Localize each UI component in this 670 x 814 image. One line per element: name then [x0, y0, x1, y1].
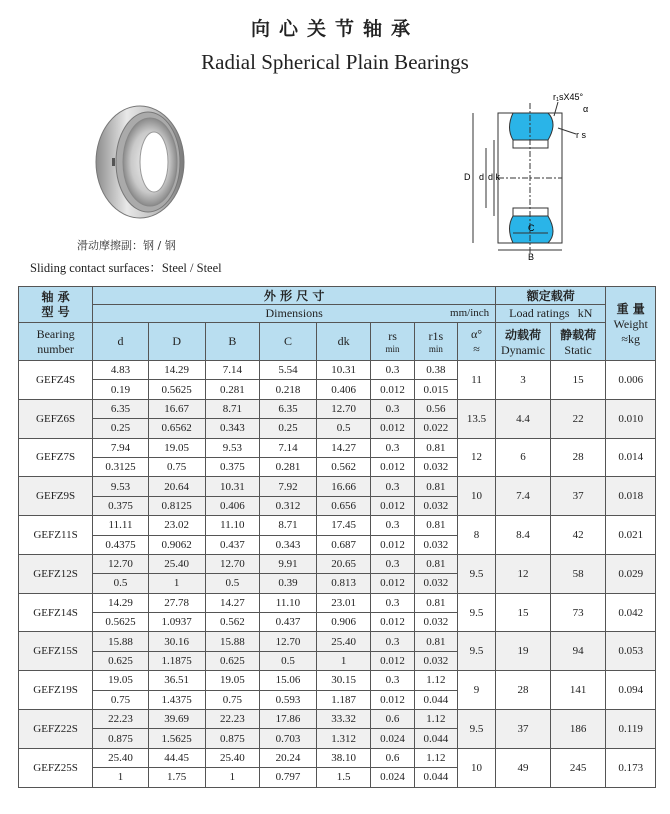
bearing-model: GEFZ14S: [19, 593, 93, 632]
value-inch: 0.75: [205, 690, 260, 709]
value-mm: 25.40: [316, 632, 371, 651]
value-mm: 23.02: [148, 516, 205, 535]
value-mm: 11.10: [260, 593, 317, 612]
bearing-model: GEFZ4S: [19, 361, 93, 400]
value-mm: 33.32: [316, 710, 371, 729]
value-mm: 8.71: [205, 399, 260, 418]
value-mm: 5.54: [260, 361, 317, 380]
value-inch: 0.75: [93, 690, 149, 709]
value-inch: 0.012: [371, 535, 414, 554]
value-inch: 1.312: [316, 729, 371, 748]
value-dynamic: 19: [496, 632, 551, 671]
value-inch: 1: [205, 768, 260, 787]
value-inch: 1.5625: [148, 729, 205, 748]
value-static: 94: [550, 632, 606, 671]
value-inch: 0.044: [414, 690, 457, 709]
header-bearing-cn: 轴 承 型 号: [19, 287, 93, 323]
table-row: [19, 399, 656, 418]
col-static: 静载荷 Static: [550, 323, 606, 361]
value-dynamic: 15: [496, 593, 551, 632]
bearing-spec-table: [18, 286, 656, 788]
header-dims-en: Dimensions mm/inch: [93, 305, 496, 323]
value-weight: 0.119: [606, 710, 656, 749]
label-d: d: [479, 172, 485, 182]
value-inch: 0.703: [260, 729, 317, 748]
value-inch: 0.312: [260, 496, 317, 515]
value-inch: 0.5625: [93, 613, 149, 632]
value-mm: 0.3: [371, 554, 414, 573]
value-inch: 0.012: [371, 690, 414, 709]
value-dynamic: 28: [496, 671, 551, 710]
col-d: d: [93, 323, 149, 361]
value-mm: 12.70: [316, 399, 371, 418]
value-mm: 36.51: [148, 671, 205, 690]
bearing-model: GEFZ19S: [19, 671, 93, 710]
col-C: C: [260, 323, 317, 361]
value-mm: 17.45: [316, 516, 371, 535]
value-inch: 0.012: [371, 574, 414, 593]
value-inch: 0.6562: [148, 419, 205, 438]
value-dynamic: 8.4: [496, 516, 551, 555]
value-inch: 0.012: [371, 613, 414, 632]
caption-cn: 滑动摩擦副：钢 / 钢: [77, 239, 176, 252]
value-dynamic: 37: [496, 710, 551, 749]
value-inch: 0.75: [148, 457, 205, 476]
value-inch: 0.343: [260, 535, 317, 554]
value-mm: 14.29: [93, 593, 149, 612]
value-inch: 1.4375: [148, 690, 205, 709]
table-row: [19, 477, 656, 496]
value-mm: 30.16: [148, 632, 205, 651]
value-mm: 0.3: [371, 516, 414, 535]
value-mm: 38.10: [316, 748, 371, 767]
value-mm: 7.14: [205, 361, 260, 380]
value-weight: 0.006: [606, 361, 656, 400]
table-body: [19, 361, 656, 788]
value-inch: 0.25: [260, 419, 317, 438]
value-mm: 0.6: [371, 710, 414, 729]
bearing-model: GEFZ22S: [19, 710, 93, 749]
value-mm: 6.35: [260, 399, 317, 418]
value-alpha: 9.5: [457, 593, 495, 632]
value-inch: 1: [316, 651, 371, 670]
value-inch: 0.5: [260, 651, 317, 670]
bearing-model: GEFZ12S: [19, 554, 93, 593]
value-inch: 1.75: [148, 768, 205, 787]
value-inch: 0.625: [205, 651, 260, 670]
table-row: [19, 361, 656, 380]
value-inch: 0.015: [414, 380, 457, 399]
value-mm: 7.94: [93, 438, 149, 457]
value-inch: 0.022: [414, 419, 457, 438]
value-alpha: 9: [457, 671, 495, 710]
value-inch: 0.044: [414, 768, 457, 787]
value-inch: 0.437: [260, 613, 317, 632]
bearing-model: GEFZ7S: [19, 438, 93, 477]
value-mm: 27.78: [148, 593, 205, 612]
value-inch: 1.5: [316, 768, 371, 787]
value-inch: 0.3125: [93, 457, 149, 476]
value-inch: 0.281: [205, 380, 260, 399]
value-weight: 0.053: [606, 632, 656, 671]
value-alpha: 12: [457, 438, 495, 477]
label-alpha: α: [583, 104, 589, 114]
value-inch: 0.343: [205, 419, 260, 438]
value-alpha: 9.5: [457, 554, 495, 593]
value-mm: 19.05: [205, 671, 260, 690]
value-inch: 0.875: [93, 729, 149, 748]
value-inch: 0.593: [260, 690, 317, 709]
value-static: 73: [550, 593, 606, 632]
bearing-photo: [88, 100, 188, 230]
value-inch: 0.19: [93, 380, 149, 399]
value-mm: 12.70: [260, 632, 317, 651]
value-mm: 20.65: [316, 554, 371, 573]
value-mm: 20.64: [148, 477, 205, 496]
value-inch: 0.406: [205, 496, 260, 515]
value-mm: 0.6: [371, 748, 414, 767]
table-row: [19, 748, 656, 767]
value-mm: 23.01: [316, 593, 371, 612]
bearing-model: GEFZ15S: [19, 632, 93, 671]
value-mm: 0.81: [414, 593, 457, 612]
page-title-cn: 向心关节轴承: [250, 18, 419, 40]
value-static: 58: [550, 554, 606, 593]
value-inch: 1: [93, 768, 149, 787]
table-row: [19, 671, 656, 690]
value-static: 42: [550, 516, 606, 555]
value-inch: 0.906: [316, 613, 371, 632]
value-mm: 0.3: [371, 477, 414, 496]
value-weight: 0.094: [606, 671, 656, 710]
value-inch: 0.5: [316, 419, 371, 438]
value-mm: 1.12: [414, 748, 457, 767]
value-mm: 11.11: [93, 516, 149, 535]
label-rs: r s: [576, 130, 586, 140]
value-inch: 0.562: [316, 457, 371, 476]
table-row: [19, 710, 656, 729]
value-inch: 1: [148, 574, 205, 593]
value-inch: 0.032: [414, 574, 457, 593]
label-r1s: r₁sX45°: [553, 92, 584, 102]
value-mm: 12.70: [93, 554, 149, 573]
value-inch: 0.656: [316, 496, 371, 515]
value-mm: 25.40: [205, 748, 260, 767]
value-mm: 11.10: [205, 516, 260, 535]
value-mm: 0.38: [414, 361, 457, 380]
col-alpha: α° ≈: [457, 323, 495, 361]
value-weight: 0.010: [606, 399, 656, 438]
value-mm: 10.31: [205, 477, 260, 496]
col-B: B: [205, 323, 260, 361]
value-dynamic: 4.4: [496, 399, 551, 438]
value-mm: 15.88: [205, 632, 260, 651]
value-inch: 0.8125: [148, 496, 205, 515]
value-mm: 7.14: [260, 438, 317, 457]
header-dims-cn: 外 形 尺 寸: [93, 287, 496, 305]
value-inch: 0.5625: [148, 380, 205, 399]
value-mm: 4.83: [93, 361, 149, 380]
value-inch: 0.25: [93, 419, 149, 438]
value-mm: 0.81: [414, 632, 457, 651]
value-mm: 0.81: [414, 438, 457, 457]
value-static: 15: [550, 361, 606, 400]
value-mm: 15.88: [93, 632, 149, 651]
value-mm: 8.71: [260, 516, 317, 535]
value-mm: 9.53: [93, 477, 149, 496]
value-mm: 10.31: [316, 361, 371, 380]
value-static: 28: [550, 438, 606, 477]
label-dk: d k: [488, 172, 501, 182]
value-inch: 0.218: [260, 380, 317, 399]
value-mm: 15.06: [260, 671, 317, 690]
bearing-model: GEFZ9S: [19, 477, 93, 516]
value-static: 37: [550, 477, 606, 516]
value-inch: 0.562: [205, 613, 260, 632]
value-mm: 22.23: [205, 710, 260, 729]
value-inch: 0.375: [205, 457, 260, 476]
value-mm: 19.05: [93, 671, 149, 690]
value-mm: 14.27: [316, 438, 371, 457]
page-title-en: Radial Spherical Plain Bearings: [201, 50, 469, 74]
value-mm: 44.45: [148, 748, 205, 767]
value-static: 141: [550, 671, 606, 710]
table-row: [19, 516, 656, 535]
value-inch: 0.012: [371, 380, 414, 399]
value-mm: 16.67: [148, 399, 205, 418]
value-mm: 0.81: [414, 477, 457, 496]
caption-en: Sliding contact surfaces：Steel / Steel: [30, 261, 222, 275]
value-weight: 0.014: [606, 438, 656, 477]
value-static: 245: [550, 748, 606, 787]
value-mm: 0.81: [414, 516, 457, 535]
value-mm: 19.05: [148, 438, 205, 457]
value-dynamic: 7.4: [496, 477, 551, 516]
value-inch: 0.813: [316, 574, 371, 593]
value-mm: 1.12: [414, 710, 457, 729]
bearing-model: GEFZ25S: [19, 748, 93, 787]
table-row: [19, 632, 656, 651]
value-inch: 0.875: [205, 729, 260, 748]
value-mm: 0.81: [414, 554, 457, 573]
value-alpha: 9.5: [457, 710, 495, 749]
value-weight: 0.021: [606, 516, 656, 555]
bearing-model: GEFZ11S: [19, 516, 93, 555]
value-mm: 17.86: [260, 710, 317, 729]
value-mm: 20.24: [260, 748, 317, 767]
value-mm: 9.91: [260, 554, 317, 573]
cross-section-diagram: [458, 88, 608, 268]
value-mm: 0.3: [371, 671, 414, 690]
value-inch: 0.032: [414, 651, 457, 670]
value-inch: 0.044: [414, 729, 457, 748]
value-inch: 0.012: [371, 419, 414, 438]
col-r1s: r1s min: [414, 323, 457, 361]
value-weight: 0.018: [606, 477, 656, 516]
value-inch: 0.281: [260, 457, 317, 476]
col-dk: dk: [316, 323, 371, 361]
header-load-cn: 额定载荷: [496, 287, 606, 305]
value-weight: 0.173: [606, 748, 656, 787]
value-inch: 0.012: [371, 651, 414, 670]
col-rs: rs min: [371, 323, 414, 361]
label-B: B: [528, 252, 535, 262]
value-mm: 16.66: [316, 477, 371, 496]
col-dynamic: 动载荷 Dynamic: [496, 323, 551, 361]
value-inch: 0.4375: [93, 535, 149, 554]
value-inch: 0.012: [371, 496, 414, 515]
value-inch: 0.406: [316, 380, 371, 399]
value-dynamic: 6: [496, 438, 551, 477]
value-inch: 0.032: [414, 613, 457, 632]
value-mm: 22.23: [93, 710, 149, 729]
value-static: 22: [550, 399, 606, 438]
value-inch: 0.032: [414, 496, 457, 515]
value-mm: 7.92: [260, 477, 317, 496]
bearing-model: GEFZ6S: [19, 399, 93, 438]
value-inch: 0.625: [93, 651, 149, 670]
value-inch: 0.024: [371, 768, 414, 787]
value-inch: 0.032: [414, 457, 457, 476]
value-mm: 0.3: [371, 632, 414, 651]
value-mm: 1.12: [414, 671, 457, 690]
value-inch: 0.024: [371, 729, 414, 748]
value-inch: 0.5: [205, 574, 260, 593]
table-row: [19, 438, 656, 457]
value-mm: 39.69: [148, 710, 205, 729]
value-mm: 0.3: [371, 361, 414, 380]
value-mm: 30.15: [316, 671, 371, 690]
value-mm: 25.40: [148, 554, 205, 573]
label-C: C: [528, 223, 535, 233]
value-alpha: 9.5: [457, 632, 495, 671]
value-mm: 0.3: [371, 593, 414, 612]
value-mm: 14.29: [148, 361, 205, 380]
value-inch: 0.39: [260, 574, 317, 593]
value-alpha: 11: [457, 361, 495, 400]
header-weight: 重 量 Weight ≈kg: [606, 287, 656, 361]
value-inch: 0.012: [371, 457, 414, 476]
value-mm: 25.40: [93, 748, 149, 767]
value-alpha: 8: [457, 516, 495, 555]
value-inch: 1.187: [316, 690, 371, 709]
value-weight: 0.042: [606, 593, 656, 632]
header-load-en: Load ratings kN: [496, 305, 606, 323]
value-inch: 0.797: [260, 768, 317, 787]
value-mm: 0.3: [371, 399, 414, 418]
value-static: 186: [550, 710, 606, 749]
value-alpha: 13.5: [457, 399, 495, 438]
value-mm: 0.3: [371, 438, 414, 457]
header-bearing-en: Bearing number: [19, 323, 93, 361]
table-row: [19, 593, 656, 612]
value-inch: 0.032: [414, 535, 457, 554]
value-dynamic: 12: [496, 554, 551, 593]
value-inch: 0.687: [316, 535, 371, 554]
value-weight: 0.029: [606, 554, 656, 593]
value-alpha: 10: [457, 748, 495, 787]
value-alpha: 10: [457, 477, 495, 516]
label-D: D: [464, 172, 471, 182]
col-D: D: [148, 323, 205, 361]
value-inch: 1.1875: [148, 651, 205, 670]
value-mm: 0.56: [414, 399, 457, 418]
value-inch: 0.437: [205, 535, 260, 554]
value-dynamic: 3: [496, 361, 551, 400]
value-mm: 6.35: [93, 399, 149, 418]
value-mm: 12.70: [205, 554, 260, 573]
table-row: [19, 554, 656, 573]
value-inch: 1.0937: [148, 613, 205, 632]
value-inch: 0.375: [93, 496, 149, 515]
value-inch: 0.9062: [148, 535, 205, 554]
value-mm: 14.27: [205, 593, 260, 612]
value-dynamic: 49: [496, 748, 551, 787]
value-mm: 9.53: [205, 438, 260, 457]
value-inch: 0.5: [93, 574, 149, 593]
